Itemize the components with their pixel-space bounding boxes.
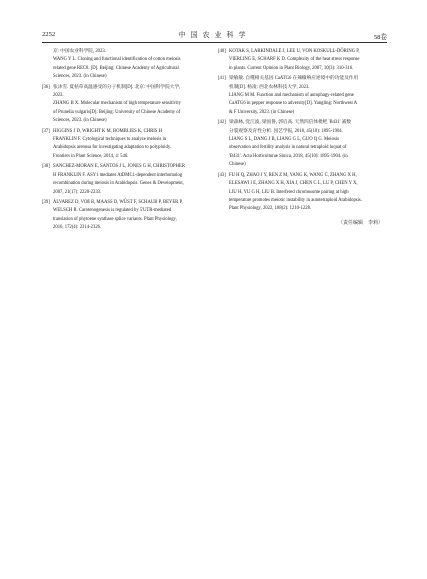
reference-entry	[218, 172, 387, 214]
reference-number: [41]	[218, 76, 226, 82]
reference-line: Arabidopsis arenosa for investigating adaptation to polyploidy.	[53, 145, 172, 151]
reference-line: WANG Y L. Cloning and functional identification of cotton meiosis	[53, 57, 181, 63]
reference-line: recombination during meiosis in Arabidopsis. Genes & Development,	[53, 181, 184, 187]
reference-number: [39]	[42, 199, 50, 205]
reference-line: LIANG S L, DANG J B, LIANG G L, GUO Q G. Meiosis	[229, 137, 339, 143]
reference-entry	[218, 48, 387, 73]
reference-entry	[42, 84, 209, 126]
reference-line: observation and fertility analysis in natural tetraploid loquat of	[229, 145, 347, 151]
reference-line: translation of phytoene synthase splice variants. Plant Physiology,	[53, 216, 177, 222]
reference-line: 机制[D]. 杨凌: 西北农林科技大学, 2023.	[229, 84, 310, 90]
editor-credit: （责任编辑 李莉）	[337, 220, 383, 226]
reference-line: ELESAWI I E, ZHANG X H, XIA J, CHEN C L, LU P, CHEN Y X,	[229, 181, 358, 187]
reference-number: [37]	[42, 128, 50, 134]
reference-line: & F University, 2023. (in Chinese)	[229, 109, 295, 115]
reference-line: LIANG M M. Function and mechanism of autophagy-related gene	[229, 93, 354, 99]
journal-title: 中国农业科学	[178, 31, 251, 39]
reference-entry	[42, 163, 209, 197]
reference-number: [36]	[42, 84, 50, 90]
reference-line: FU H Q, ZHAO J Y, REN Z M, YANG K, WANG C, ZHANG X H,	[229, 172, 357, 178]
reference-line: 梁森林, 党江波, 梁国鲁, 郭启高. 天然四倍体枇杷 'B431' 减数	[229, 120, 352, 126]
reference-line: 分裂观察及育性分析. 园艺学报, 2018, 45(10): 1895-1904.	[229, 128, 343, 134]
reference-line: Sciences, 2023. (in Chinese)	[53, 74, 107, 80]
reference-line: of Prunella vulgaris[D]. Beijing: University of Chinese Academy of	[53, 109, 181, 115]
reference-line: H FRANKLIN F. ASY1 mediates AtDMC1-dependent interhomolog	[53, 172, 183, 178]
reference-line: 2016, 172(4): 2314-2326.	[53, 225, 102, 231]
reference-line: VIERLING E, SCHARF K D. Complexity of the heat stress response	[229, 57, 360, 63]
reference-entry	[42, 199, 209, 233]
reference-line: Frontiers in Plant Science, 2014, 4: 546.	[53, 153, 129, 159]
reference-entry	[42, 128, 209, 162]
page-number: 2252	[42, 31, 56, 38]
reference-line: 'B431'. Acta Horticulturae Sinica, 2018, 45(10): 1895-1904. (in	[229, 153, 348, 159]
reference-line: Chinese)	[229, 162, 246, 168]
reference-line: ZHANG B X. Molecular mechanism of high temperature sensitivity	[53, 101, 181, 107]
reference-line: 2023.	[53, 93, 64, 99]
reference-line: related gene REC8. [D]. Beijing: Chinese Academy of Agricultural	[53, 65, 179, 71]
header-divider	[42, 42, 387, 43]
reference-line: 京: 中国农业科学院, 2023.	[53, 49, 106, 54]
reference-line: FRANKLIN F. Cytological techniques to analyze meiosis in	[53, 137, 167, 143]
reference-number: [42]	[218, 120, 226, 126]
reference-line: in plants. Current Opinion in Plant Biology, 2007, 10(3): 310-316.	[229, 65, 354, 71]
reference-entry	[42, 48, 209, 82]
reference-line: SANCHEZ-MORAN E, SANTOS J L, JONES G H, CHRISTOPHER	[53, 164, 186, 170]
reference-line: WELSCH R. Carotenogenesis is regulated by 5'UTR-mediated	[53, 208, 172, 214]
reference-entry	[218, 75, 387, 117]
reference-line: LIU H, YU G H, LIU B. Interfered chromosome pairing at high	[229, 189, 349, 195]
left-column	[42, 48, 209, 235]
reference-line: Plant Physiology, 2022, 188(2): 1210-1228.	[229, 206, 312, 212]
right-column	[218, 48, 387, 228]
reference-line: HIGGINS J D, WRIGHT K M, BOMBLIES K, CHRIS H	[53, 128, 162, 134]
reference-line: KOTAK S, LARKINDALE J, LEE U, VON KOSKULL-DÖRING P,	[229, 49, 360, 54]
reference-line: ÁLVAREZ D, VOß B, MAASS D, WÜST F, SCHAUB P, BEYER P,	[53, 199, 183, 205]
reference-line: 梁敏敏. 自噬相关基因 CaATG6 在辣椒响应逆境中的功能及作用	[229, 76, 359, 82]
reference-number: [40]	[218, 49, 226, 54]
reference-line: 2007, 21(17): 2220-2233.	[53, 189, 102, 195]
reference-line: CaATG6 in pepper response to adversity[D]. Yangling: Northwest A	[229, 101, 358, 107]
reference-line: temperature promotes meiotic instability in autotetraploid Arabidopsis.	[229, 197, 362, 203]
volume-label: 58卷	[373, 34, 387, 41]
reference-line: 张沐雪. 夏枯草高温感受的分子机制[D]. 北京: 中国科学院大学,	[53, 84, 181, 90]
reference-number: [43]	[218, 172, 226, 178]
reference-number: [38]	[42, 164, 50, 170]
reference-entry	[218, 119, 387, 169]
reference-line: Sciences, 2023. (in Chinese)	[53, 118, 107, 124]
